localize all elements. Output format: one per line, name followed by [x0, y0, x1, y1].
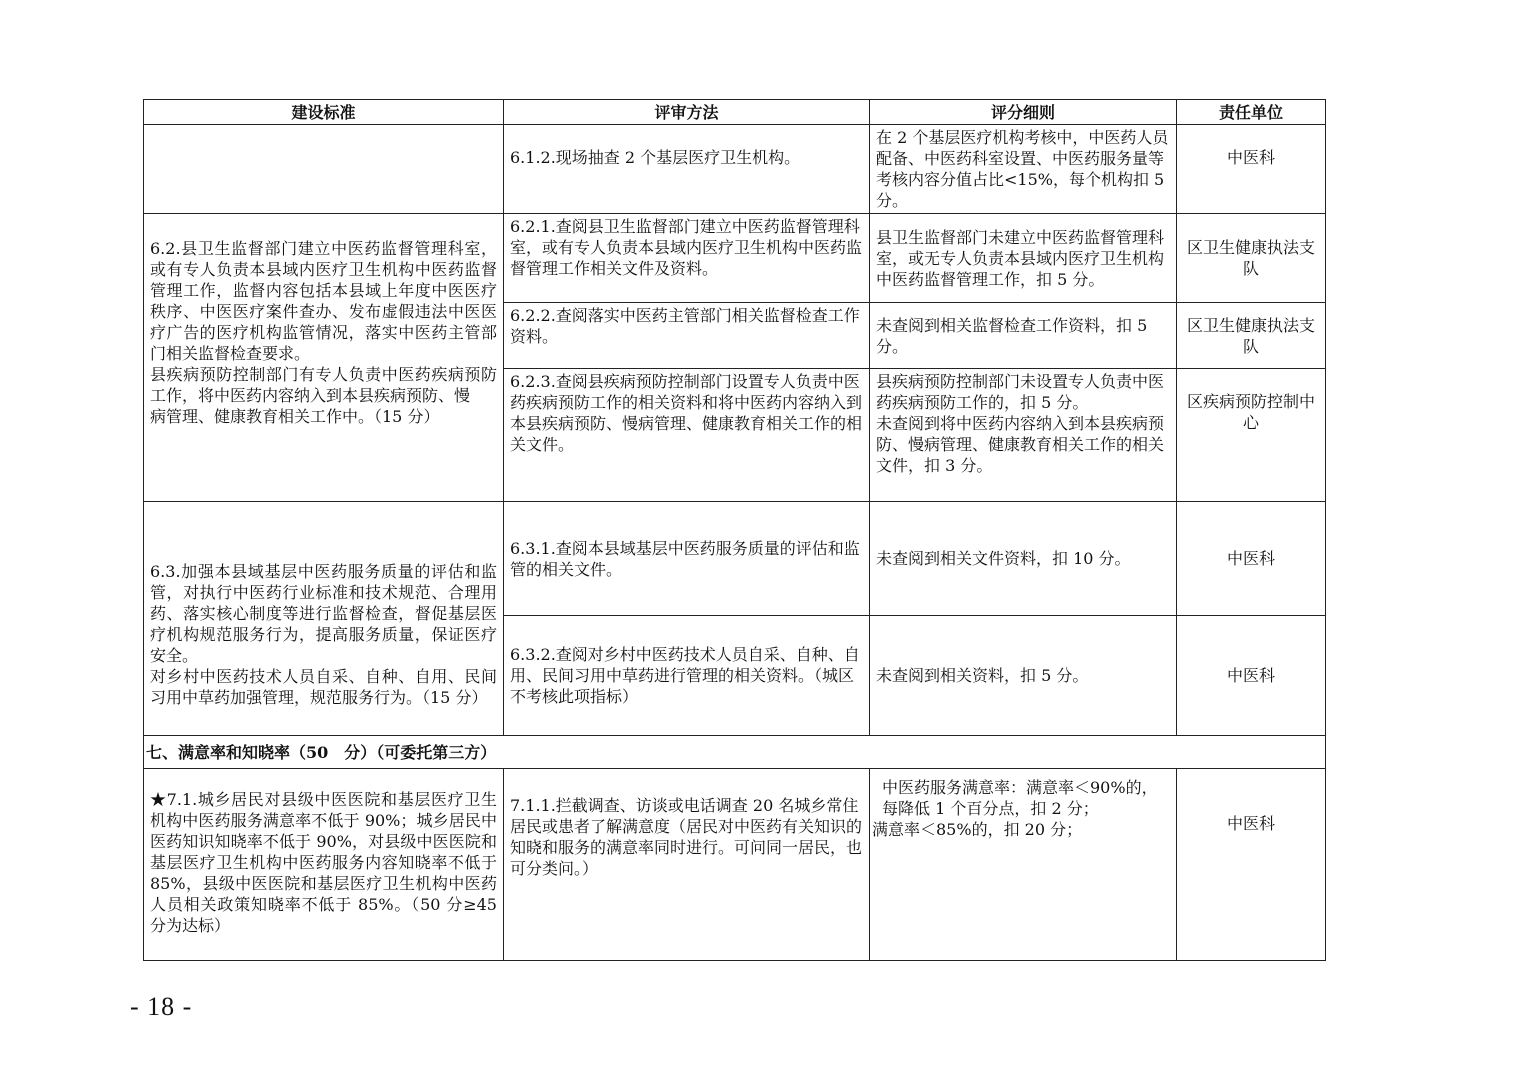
method-6-3-1: 6.3.1.查阅本县域基层中医药服务质量的评估和监管的相关文件。 — [504, 502, 870, 616]
detail-6-2-1: 县卫生监督部门未建立中医药监督管理科室，或无专人负责本县域内医疗卫生机构中医药监督管理工作，扣 5 分。 — [870, 214, 1177, 303]
header-method: 评审方法 — [504, 100, 870, 125]
unit-6-2-2: 区卫生健康执法支队 — [1177, 303, 1326, 369]
unit-7-1-1: 中医科 — [1177, 769, 1326, 961]
detail-7-1-1-line-2: 每降低 1 个百分点，扣 2 分； — [882, 799, 1099, 818]
detail-6-3-2: 未查阅到相关资料，扣 5 分。 — [870, 616, 1177, 736]
standard-6-3-para-1: 6.3.加强本县域基层中医药服务质量的评估和监管，对执行中医药行业标准和技术规范、合理用药、落实核心制度等进行监督检查，督促基层医疗机构规范服务行为，提高服务质量，保证医疗安全。 — [150, 562, 497, 665]
standard-6-2-para-3: 病管理、健康教育相关工作中。（15 分） — [150, 407, 440, 426]
table-row — [144, 214, 1326, 303]
standard-6-2-para-2: 县疾病预防控制部门有专人负责中医药疾病预防工作，将中医药内容纳入到本县疾病预防、慢 — [150, 365, 497, 405]
table-row — [144, 125, 1326, 214]
detail-6-1-2: 在 2 个基层医疗机构考核中，中医药人员配备、中医药科室设置、中医药服务量等考核内容分值占比<15%，每个机构扣 5 分。 — [870, 125, 1177, 214]
detail-6-2-3-para-2: 未查阅到将中医药内容纳入到本县疾病预防、慢病管理、健康教育相关工作的相关文件，扣 3 分。 — [876, 414, 1165, 475]
method-6-2-1: 6.2.1.查阅县卫生监督部门建立中医药监督管理科室，或有专人负责本县域内医疗卫生机构中医药监督管理工作相关文件及资料。 — [504, 214, 870, 303]
section-row — [144, 736, 1326, 769]
standard-6-2 — [144, 214, 504, 502]
method-6-2-2: 6.2.2.查阅落实中医药主管部门相关监督检查工作资料。 — [504, 303, 870, 369]
table-row — [144, 502, 1326, 616]
detail-7-1-1 — [870, 769, 1177, 961]
detail-7-1-1-line-1: 中医药服务满意率：满意率＜90%的， — [882, 778, 1158, 797]
detail-6-3-1: 未查阅到相关文件资料，扣 10 分。 — [870, 502, 1177, 616]
method-6-1-2: 6.1.2.现场抽查 2 个基层医疗卫生机构。 — [504, 125, 870, 214]
detail-6-2-3 — [870, 369, 1177, 502]
unit-6-2-3: 区疾病预防控制中心 — [1177, 369, 1326, 502]
unit-6-2-1: 区卫生健康执法支队 — [1177, 214, 1326, 303]
unit-6-3-2: 中医科 — [1177, 616, 1326, 736]
standard-6-3-para-2: 对乡村中医药技术人员自采、自种、自用、民间习用中草药加强管理，规范服务行为。（15 分） — [150, 667, 497, 707]
table-row — [144, 769, 1326, 961]
unit-6-3-1: 中医科 — [1177, 502, 1326, 616]
standard-7-1: ★7.1.城乡居民对县级中医医院和基层医疗卫生机构中医药服务满意率不低于 90%；城乡居民中医药知识知晓率不低于 90%，对县级中医医院和基层医疗卫生机构中医药服务内容知晓率不低于 85%，县级中医医院和基层医疗卫生机构中医药人员相关政策知晓率不低于 85%。（50 分≥45 分为达标） — [144, 769, 504, 961]
standard-cell-empty — [144, 125, 504, 214]
header-unit: 责任单位 — [1177, 100, 1326, 125]
method-7-1-1: 7.1.1.拦截调查、访谈或电话调查 20 名城乡常住居民或患者了解满意度（居民对中医药有关知识的知晓和服务的满意率同时进行。可问同一居民，也可分类问。） — [504, 769, 870, 961]
header-row — [144, 100, 1326, 125]
header-detail: 评分细则 — [870, 100, 1177, 125]
method-6-2-3: 6.2.3.查阅县疾病预防控制部门设置专人负责中医药疾病预防工作的相关资料和将中医药内容纳入到本县疾病预防、慢病管理、健康教育相关工作的相关文件。 — [504, 369, 870, 502]
assessment-table-sheet — [143, 99, 1325, 967]
unit-6-1-2: 中医科 — [1177, 125, 1326, 214]
detail-6-2-2: 未查阅到相关监督检查工作资料，扣 5 分。 — [870, 303, 1177, 369]
standard-6-2-para-1: 6.2.县卫生监督部门建立中医药监督管理科室，或有专人负责本县域内医疗卫生机构中医药监督管理工作，监督内容包括本县域上年度中医医疗秩序、中医医疗案件查办、发布虚假违法中医医疗广告的医疗机构监管情况，落实中医药主管部门相关监督检查要求。 — [150, 239, 497, 363]
standard-6-3 — [144, 502, 504, 736]
page-number: - 18 - — [130, 992, 193, 1021]
assessment-table — [143, 99, 1326, 961]
method-6-3-2: 6.3.2.查阅对乡村中医药技术人员自采、自种、自用、民间习用中草药进行管理的相关资料。（城区不考核此项指标） — [504, 616, 870, 736]
detail-6-2-3-para-1: 县疾病预防控制部门未设置专人负责中医药疾病预防工作的，扣 5 分。 — [876, 372, 1165, 412]
header-standard: 建设标准 — [144, 100, 504, 125]
detail-7-1-1-line-3: 满意率＜85%的，扣 20 分； — [872, 820, 1083, 839]
section-7-title: 七、满意率和知晓率（50 分）（可委托第三方） — [144, 736, 1326, 769]
